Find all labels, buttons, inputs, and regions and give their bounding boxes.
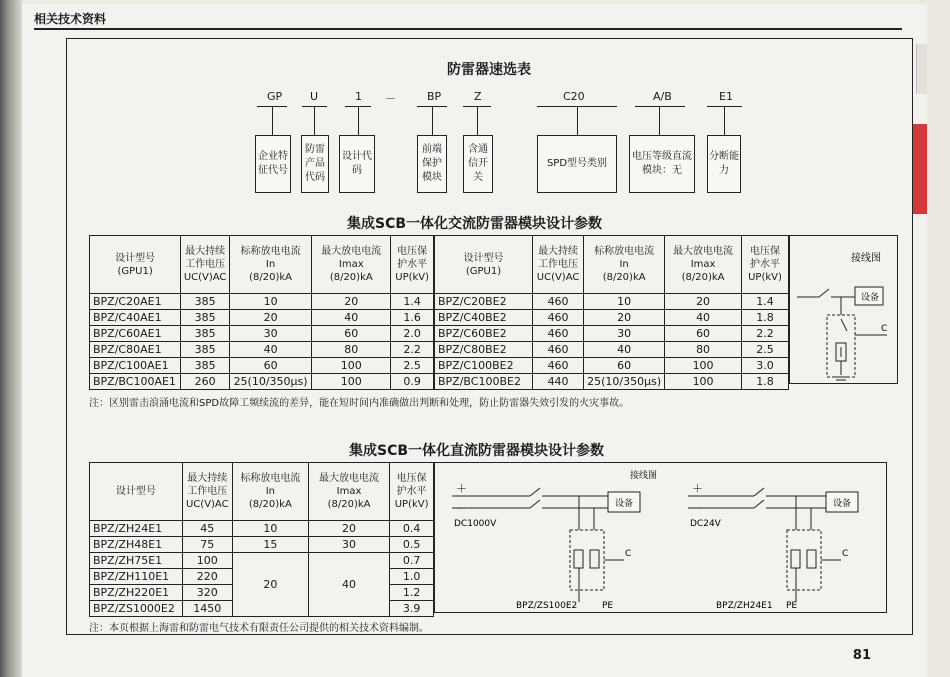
table-row: BPZ/C20BE2 460 10 20 1.4	[435, 294, 789, 310]
ac-table-right	[434, 235, 789, 390]
col-header-in: 标称放电电流 In (8/20)kA	[584, 236, 665, 294]
varistor	[574, 550, 583, 568]
connector	[724, 106, 725, 135]
varistor	[791, 550, 800, 568]
pe-label: PE	[602, 601, 614, 611]
code-gp: GP	[267, 90, 283, 103]
table-row: BPZ/ZS1000E2 1450 3.9	[90, 601, 434, 617]
table-row: BPZ/BC100AE1 260 25(10/350μs) 100 0.9	[90, 374, 434, 390]
box-product-code: 防雷产品代码	[301, 135, 329, 193]
table-row: BPZ/C60AE1 385 30 60 2.0	[90, 326, 434, 342]
table-row: BPZ/C100AE1 385 60 100 2.5	[90, 358, 434, 374]
ac-note: 注：区别雷击浪涌电流和SPD故障工频续流的差异，能在短时间内准确做出判断和处理，防止防雷器失效引发的火灾事故。	[89, 398, 630, 409]
table-row: BPZ/BC100BE2 440 25(10/350μs) 100 1.8	[435, 374, 789, 390]
c-label: C	[881, 324, 888, 334]
table-row: BPZ/ZH48E1 75 15 30 0.5	[90, 537, 434, 553]
switch-blade	[754, 500, 764, 508]
code-z: Z	[474, 90, 482, 103]
table-row: BPZ/ZH75E1 100 20 40 0.7	[90, 553, 434, 569]
pe-label: PE	[786, 601, 798, 611]
code-1: 1	[355, 90, 362, 103]
col-header-imax: 最大放电电流 Imax (8/20)kA	[308, 463, 389, 521]
plus-symbol: ＋	[692, 482, 703, 495]
switch-blade	[841, 319, 847, 331]
dc-table-title: 集成SCB一体化直流防雷器模块设计参数	[349, 443, 605, 459]
dc-table	[89, 462, 434, 617]
page	[22, 4, 927, 677]
selection-title: 防雷器速选表	[447, 62, 531, 78]
table-row: BPZ/C80AE1 385 40 80 2.2	[90, 342, 434, 358]
code-c20: C20	[563, 90, 585, 103]
wiring-label: 接线图	[630, 471, 658, 481]
connector	[432, 106, 433, 135]
box-front-protection: 前端保护模块	[417, 135, 447, 193]
col-header-up: 电压保 护水平 UP(kV)	[742, 236, 789, 294]
col-header-in: 标称放电电流 In (8/20)kA	[232, 463, 308, 521]
connector	[659, 106, 660, 135]
footer-note: 注：本页根据上海雷和防雷电气技术有限责任公司提供的相关技术资料编制。	[89, 623, 429, 634]
c-label: C	[842, 549, 849, 559]
col-header-imax: 最大放电电流 Imax (8/20)kA	[665, 236, 742, 294]
ac-wiring-diagram	[789, 235, 899, 385]
col-header-model: 设计型号 (GPU1)	[90, 236, 181, 294]
dc-supply-label: DC24V	[690, 519, 721, 529]
page-edge-tab	[916, 44, 927, 94]
switch-blade	[530, 500, 540, 508]
dc-wiring-diagram	[434, 462, 889, 614]
switch-blade	[819, 289, 829, 297]
device-label: 设备	[833, 499, 852, 509]
box-spd-type: SPD型号类别	[537, 135, 617, 193]
code-bp: BP	[427, 90, 442, 103]
col-header-imax: 最大放电电流 Imax (8/20)kA	[312, 236, 391, 294]
box-design-code: 设计代码	[339, 135, 375, 193]
page-edge-red-tab	[913, 124, 927, 214]
varistor	[807, 550, 816, 568]
dc-supply-label: DC1000V	[454, 519, 497, 529]
model-label: BPZ/ZS100E2	[516, 601, 578, 611]
col-header-uc: 最大持续 工作电压 UC(V)AC	[181, 236, 230, 294]
col-header-up: 电压保 护水平 UP(kV)	[391, 236, 434, 294]
ac-table-title: 集成SCB一体化交流防雷器模块设计参数	[347, 216, 603, 232]
col-header-model: 设计型号	[90, 463, 183, 521]
connector	[477, 106, 478, 135]
connector	[272, 106, 273, 135]
page-number: 81	[852, 648, 871, 663]
running-title: 相关技术资料	[34, 12, 107, 26]
table-row: BPZ/ZH220E1 320 1.2	[90, 585, 434, 601]
table-row: BPZ/C60BE2 460 30 60 2.2	[435, 326, 789, 342]
box-comm-switch: 含通信开关	[463, 135, 493, 193]
c-label: C	[625, 549, 632, 559]
code-ab: A/B	[653, 90, 672, 103]
code-dash: －	[385, 92, 396, 105]
col-header-model: 设计型号 (GPU1)	[435, 236, 533, 294]
table-row: BPZ/C40BE2 460 20 40 1.8	[435, 310, 789, 326]
box-breaking-capacity: 分断能力	[707, 135, 741, 193]
book-spine	[0, 0, 22, 677]
col-header-up: 电压保 护水平 UP(kV)	[390, 463, 434, 521]
table-row: BPZ/C20AE1 385 10 20 1.4	[90, 294, 434, 310]
code-u: U	[310, 90, 319, 103]
col-header-in: 标称放电电流 In (8/20)kA	[229, 236, 311, 294]
connector	[577, 106, 578, 135]
merged-imax-cell: 40	[308, 553, 389, 617]
switch-blade	[754, 488, 764, 496]
ac-table-left	[89, 235, 434, 390]
device-label: 设备	[615, 499, 634, 509]
varistor	[590, 550, 599, 568]
connector	[358, 106, 359, 135]
box-voltage-class: 电压等级直流模块：无	[629, 135, 695, 193]
wiring-label: 接线图	[851, 253, 881, 264]
switch-blade	[530, 488, 540, 496]
box-enterprise-code: 企业特征代号	[255, 135, 291, 193]
header-rule	[34, 28, 902, 30]
table-row: BPZ/ZH24E1 45 10 20 0.4	[90, 521, 434, 537]
col-header-uc: 最大持续 工作电压 UC(V)AC	[533, 236, 584, 294]
minus-symbol: －	[456, 502, 467, 515]
merged-in-cell: 20	[232, 553, 308, 617]
connector	[314, 106, 315, 135]
model-label: BPZ/ZH24E1	[716, 601, 773, 611]
content-frame	[66, 38, 913, 635]
minus-symbol: －	[692, 502, 703, 515]
code-underline	[635, 106, 685, 107]
table-row: BPZ/C40AE1 385 20 40 1.6	[90, 310, 434, 326]
table-row: BPZ/C80BE2 460 40 80 2.5	[435, 342, 789, 358]
table-row: BPZ/C100BE2 460 60 100 3.0	[435, 358, 789, 374]
col-header-uc: 最大持续 工作电压 UC(V)AC	[182, 463, 232, 521]
table-row: BPZ/ZH110E1 220 1.0	[90, 569, 434, 585]
plus-symbol: ＋	[456, 482, 467, 495]
device-label: 设备	[861, 293, 880, 303]
code-e1: E1	[719, 90, 733, 103]
